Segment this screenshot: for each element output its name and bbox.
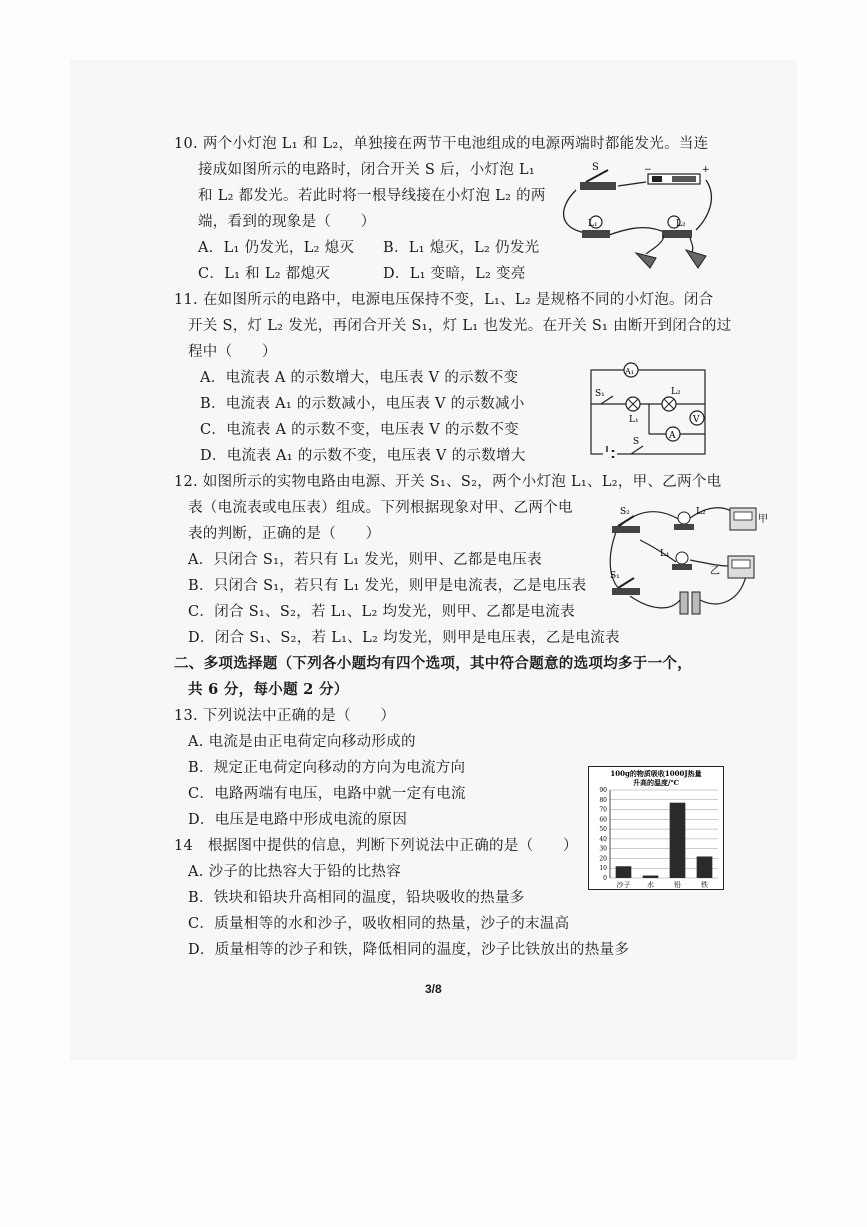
q10-fig-minus-label: − [644, 165, 652, 175]
q13-option-d: D．电压是电路中形成电流的原因 [188, 812, 408, 828]
q12-option-a: A．只闭合 S₁，若只有 L₁ 发光，则甲、乙都是电压表 [188, 552, 542, 568]
q12-fig-s2-label: S₂ [620, 507, 630, 517]
q10-fig-plus-label: + [702, 165, 710, 175]
page-number: 3/8 [425, 982, 442, 996]
q14-option-b: B．铁块和铅块升高相同的温度，铅块吸收的热量多 [188, 890, 525, 906]
q12-option-c: C．闭合 S₁、S₂，若 L₁、L₂ 均发光，则甲、乙都是电流表 [188, 604, 575, 620]
q10-fig-l1-label: L₁ [588, 219, 598, 229]
q12-fig-jia-label: 甲 [758, 514, 768, 525]
q10-circuit-figure [558, 158, 718, 283]
q10-fig-l2-label: L₂ [676, 219, 686, 229]
chart-bar-2 [643, 876, 659, 878]
q11-circuit-figure [585, 356, 715, 462]
section-2-line-1: 二、多项选择题（下列各小题均有四个选项，其中符合题意的选项均多于一个， [174, 655, 692, 672]
chart-x-tick-label: 水 [647, 881, 654, 889]
chart-x-tick-label: 铁 [701, 881, 708, 889]
chart-bar-1 [616, 866, 632, 878]
q10-line-3: 和 L₂ 都发光。若此时将一根导线接在小灯泡 L₂ 的两 [198, 188, 546, 204]
q12-option-b: B．只闭合 S₁，若只有 L₁ 发光，则甲是电流表，乙是电压表 [188, 578, 587, 594]
q12-fig-s1-label: S₁ [610, 571, 620, 581]
chart-x-tick-label: 沙子 [616, 881, 631, 889]
q12-option-d: D．闭合 S₁、S₂，若 L₁、L₂ 均发光，则甲是电压表，乙是电流表 [188, 630, 620, 646]
chart-title-line-2: 升高的温度/℃ [633, 778, 679, 787]
q11-fig-l2-label: L₂ [671, 387, 681, 397]
chart-y-tick-label: 60 [599, 816, 607, 824]
q12-fig-l2-label: L₂ [696, 507, 706, 517]
q11-fig-v-label: V [693, 415, 700, 425]
q11-fig-l1-label: L₁ [629, 415, 639, 425]
q11-fig-s-label: S [633, 437, 640, 447]
q11-line-1: 11. 在如图所示的电路中，电源电压保持不变，L₁、L₂ 是规格不同的小灯泡。闭合 [174, 292, 714, 308]
q10-option-b: B．L₁ 熄灭，L₂ 仍发光 [383, 240, 540, 256]
q12-line-2: 表（电流表或电压表）组成。下列根据现象对甲、乙两个电 [188, 500, 573, 516]
q13-option-c: C．电路两端有电压，电路中就一定有电流 [188, 786, 466, 802]
q10-option-d: D．L₁ 变暗，L₂ 变亮 [383, 266, 526, 282]
chart-y-tick-label: 70 [599, 806, 607, 814]
q11-option-d: D．电流表 A₁ 的示数不变，电压表 V 的示数增大 [200, 448, 526, 464]
q10-line-4: 端，看到的现象是（ ） [198, 214, 376, 230]
section-2-line-2: 共 6 分，每小题 2 分） [188, 681, 349, 698]
chart-y-tick-label: 80 [599, 796, 607, 804]
q11-option-a: A．电流表 A 的示数增大，电压表 V 的示数不变 [200, 370, 519, 386]
chart-y-tick-label: 90 [599, 787, 607, 794]
q11-fig-a-label: A [669, 431, 676, 441]
q13-option-b: B．规定正电荷定向移动的方向为电流方向 [188, 760, 466, 776]
q10-line-1: 10. 两个小灯泡 L₁ 和 L₂，单独接在两节干电池组成的电源两端时都能发光。当连 [174, 136, 709, 152]
chart-bar-4 [697, 856, 713, 878]
q14-bar-chart [588, 766, 724, 890]
q13-title: 13. 下列说法中正确的是（ ） [174, 708, 396, 724]
q14-option-a: A. 沙子的比热容大于铅的比热容 [188, 864, 401, 880]
q12-circuit-figure [600, 500, 770, 625]
chart-y-tick-label: 20 [599, 855, 607, 863]
q10-line-2: 接成如图所示的电路时，闭合开关 S 后，小灯泡 L₁ [198, 162, 536, 178]
chart-y-tick-label: 0 [603, 875, 607, 882]
q10-option-a: A．L₁ 仍发光，L₂ 熄灭 [198, 240, 355, 256]
chart-title-line-1: 100g的物质吸收1000J热量 [610, 769, 702, 778]
q14-option-d: D．质量相等的沙子和铁，降低相同的温度，沙子比铁放出的热量多 [188, 942, 630, 958]
chart-y-tick-label: 10 [599, 865, 607, 873]
q11-fig-s1-label: S₁ [595, 389, 605, 399]
q11-line-3: 程中（ ） [188, 344, 277, 360]
chart-y-tick-label: 40 [599, 835, 607, 843]
q12-line-3: 表的判断，正确的是（ ） [188, 526, 381, 542]
chart-x-tick-label: 铅 [674, 881, 681, 889]
chart-y-tick-label: 50 [599, 826, 607, 834]
q11-fig-a1-label: A₁ [625, 367, 634, 376]
chart-bar-3 [670, 803, 686, 878]
chart-y-tick-label: 30 [599, 845, 607, 853]
q12-fig-yi-label: 乙 [710, 566, 720, 577]
q13-option-a: A. 电流是由正电荷定向移动形成的 [188, 734, 416, 750]
q11-option-c: C．电流表 A 的示数不变，电压表 V 的示数不变 [200, 422, 519, 438]
q10-fig-switch-label: S [592, 162, 599, 173]
q10-option-c: C．L₁ 和 L₂ 都熄灭 [198, 266, 331, 282]
q11-option-b: B．电流表 A₁ 的示数减小，电压表 V 的示数减小 [200, 396, 525, 412]
q14-title: 14 根据图中提供的信息，判断下列说法中正确的是（ ） [174, 838, 578, 854]
q14-option-c: C．质量相等的水和沙子，吸收相同的热量，沙子的末温高 [188, 916, 570, 932]
q12-fig-l1-label: L₁ [660, 549, 670, 559]
q11-line-2: 开关 S，灯 L₂ 发光，再闭合开关 S₁，灯 L₁ 也发光。在开关 S₁ 由断开到闭合的过 [188, 318, 732, 334]
q12-line-1: 12. 如图所示的实物电路由电源、开关 S₁、S₂，两个小灯泡 L₁、L₂，甲、乙两个电 [174, 474, 722, 490]
